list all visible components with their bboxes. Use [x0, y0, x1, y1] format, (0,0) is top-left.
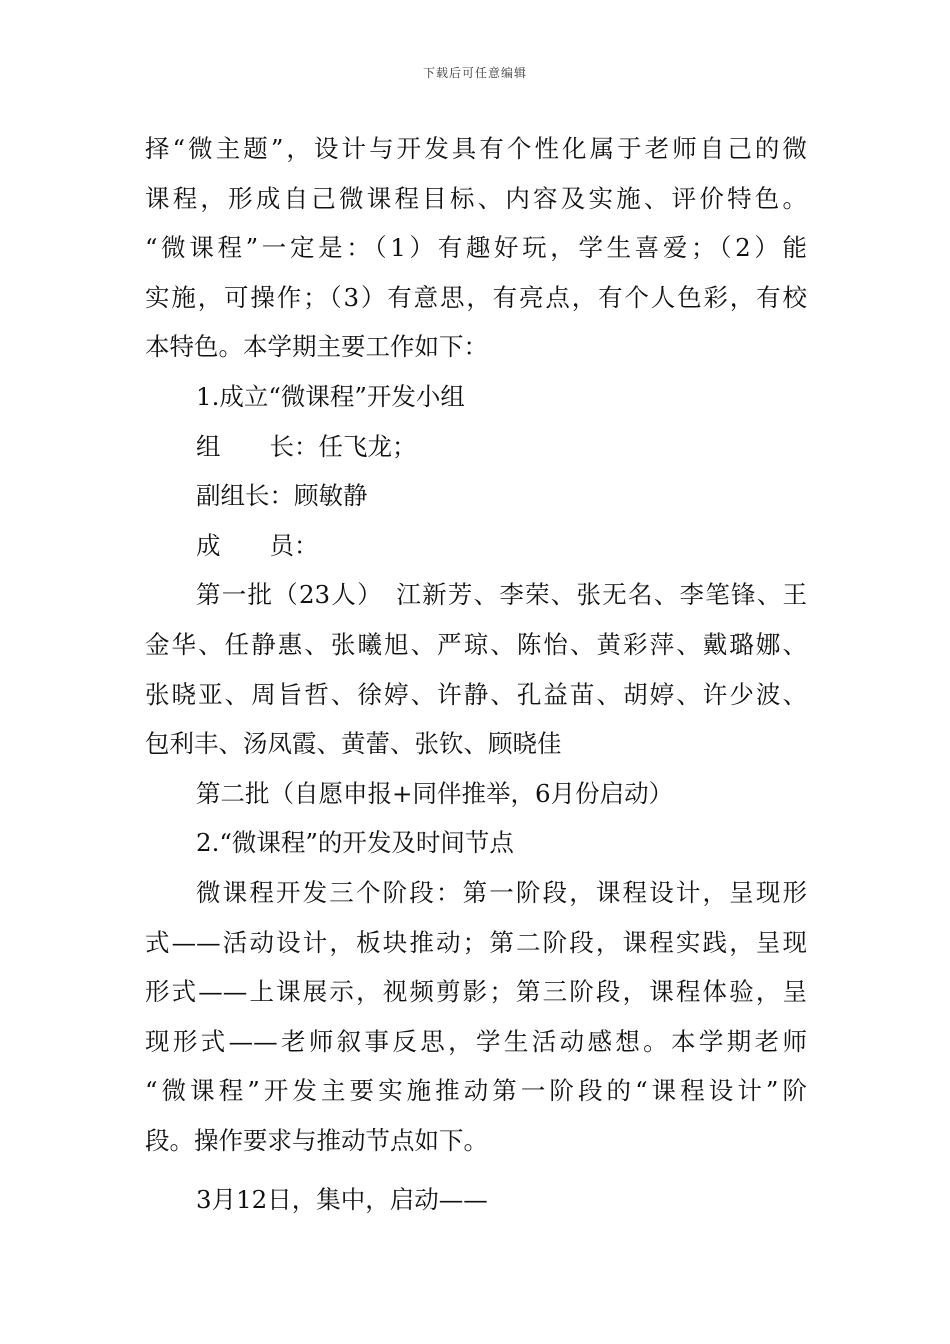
document-body	[145, 124, 807, 1225]
body-line-3: “微课程”一定是：（1）有趣好玩，学生喜爱；（2）能	[145, 233, 807, 263]
date-node-line: 3月12日，集中，启动——	[196, 1185, 488, 1215]
stages-line-3: 形式——上课展示，视频剪影；第三阶段，课程体验，呈	[145, 977, 807, 1007]
stages-line-1: 微课程开发三个阶段：第一阶段，课程设计，呈现形	[196, 877, 807, 907]
stages-line-5: “微课程”开发主要实施推动第一阶段的“课程设计”阶	[145, 1076, 807, 1106]
members-batch-1-line-2: 金华、任静惠、张曦旭、严琼、陈怡、黄彩萍、戴璐娜、	[145, 629, 807, 659]
members-batch-1-line-1: 第一批（23人） 江新芳、李荣、张无名、李笔锋、王	[196, 580, 807, 610]
body-line-5: 本特色。本学期主要工作如下：	[145, 332, 488, 362]
body-line-1: 择“微主题”，设计与开发具有个性化属于老师自己的微	[145, 134, 807, 163]
body-line-2: 课程，形成自己微课程目标、内容及实施、评价特色。	[145, 183, 807, 213]
deputy-leader-line: 副组长：顾敏静	[196, 481, 368, 511]
members-batch-1-line-4: 包利丰、汤凤霞、黄蕾、张钦、顾晓佳	[145, 729, 562, 759]
members-label: 成 员：	[196, 530, 319, 560]
stages-line-6: 段。操作要求与推动节点如下。	[145, 1125, 488, 1155]
members-batch-2: 第二批（自愿申报+同伴推举，6月份启动）	[196, 778, 674, 808]
section-heading-1: 1.成立“微课程”开发小组	[196, 381, 465, 411]
leader-line: 组 长：任飞龙；	[196, 431, 417, 461]
page-header: 下载后可任意编辑	[422, 66, 527, 80]
stages-line-2: 式——活动设计，板块推动；第二阶段，课程实践，呈现	[145, 927, 807, 957]
stages-line-4: 现形式——老师叙事反思，学生活动感想。本学期老师	[145, 1026, 807, 1056]
section-heading-2: 2.“微课程”的开发及时间节点	[196, 828, 514, 858]
body-line-4: 实施，可操作；（3）有意思，有亮点，有个人色彩，有校	[145, 282, 807, 312]
members-batch-1-line-3: 张晓亚、周旨哲、徐婷、许静、孔益苗、胡婷、许少波、	[145, 679, 807, 709]
